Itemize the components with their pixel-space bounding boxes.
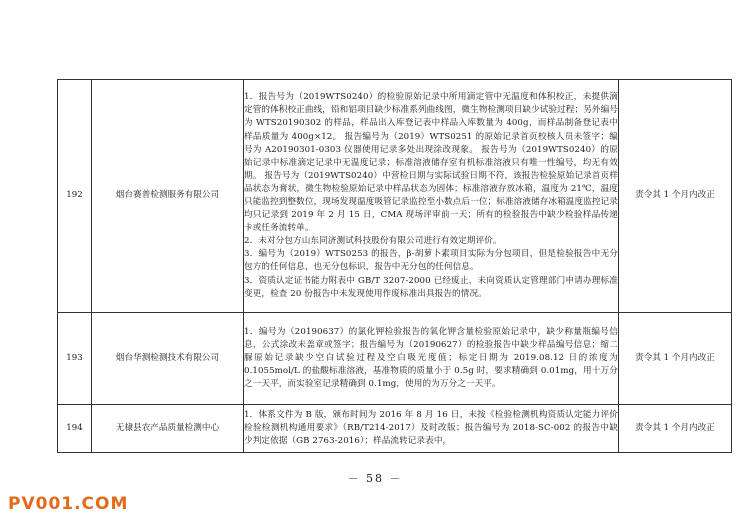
issue-item: 2．未对分包方山东同济测试科技股份有限公司进行有效定期评价。 (244, 236, 502, 247)
row-number: 194 (58, 405, 92, 453)
row-number: 193 (58, 313, 92, 405)
issue-cell (244, 80, 619, 313)
organization-name: 烟台赛普检测服务有限公司 (92, 80, 244, 313)
issue-item: 3．编号为（2019）WTS0253 的报告，β-胡萝卜素项目实际为分包项目，但是检验报告中无分包方的任何信息，也无分包标识，报告中无分包的任何信息。 (244, 249, 618, 273)
action-cell: 责令其 1 个月内改正 (619, 313, 732, 405)
issue-cell (244, 405, 619, 453)
issue-item: 3．资质认定证书能力附表中 GB/T 3207-2000 已经废止，未向资质认定管理部门申请办理标准变更，检查 20 份报告中未发现使用作废标准出具报告的情况。 (244, 275, 618, 299)
organization-name: 烟台华测检测技术有限公司 (92, 313, 244, 405)
issue-item: 1．报告号为（2019WTS0240）的检验原始记录中所用滴定管中无温度和体积校正，未提供滴定管的体积校正曲线，铅和铝项目缺少标准系列曲线图，微生物检测项目缺少试验过程；另外编号为 WTS20190302 的样品，样品出入库登记表中样品入库数量为 400g，而样品制备登记表中样品质量为 400g×12。 报告编号为（2019）WTS0251 的原始记录首页校核人员未签字；编号为 A20190301-0303 仪器使用记录多处出现涂改现象。 报告号为（2019WTS0240）的原始记录中标准滴定记录中无温度记录；标准溶液储存室有机标准溶液只有唯一性编号，均无有效期。 报告号为（2019WTS0240）中营检日期与实际试验日期不符，该报告检验原始记录首页样品状态为膏状，微生物检验原始记录中样品状态为固体；标准溶液存放冰箱，温度为 21℃，温度只能监控到整数位，现场发现温度吸管记录监控至小数点后一位；标准溶液储存冰箱温度监控记录均只记录到 2019 年 2 月 15 日，CMA 现场评审前一天；所有的检验报告中缺少检验样品传递卡或任务流转单。 (244, 92, 618, 234)
action-cell: 责令其 1 个月内改正 (619, 405, 732, 453)
issue-item: 1．体系文件为 B 版，颁布时间为 2016 年 8 月 16 日，未按《检验检测机构资质认定能力评价 检验检测机构通用要求》（RB/T214-2017）及时改版；报告编号为 2018-SC-002 的报告中缺少判定依据（GB 2763-2016）；样品流转记录表中， (244, 409, 618, 447)
issue-item: 1．编号为（20190637）的氯化钾检验报告的氧化钾含量检验原始记录中，缺少称量瓶编号信息，公式涂改未盖章或签字；报告编号为（20190627）的检验报告中缺少样品编号信息；缩二脲原始记录缺少空白试验过程及空白吸光度值；标定日期为 2019.08.12 日的浓度为 0.1055mol/L 的盐酸标准溶液，基准物质的质量小于 0.5g 时，要求精确到 0.01mg，用十万分之一天平，而实验室记录精确到 0.1mg，使用的为万分之一天平。 (244, 326, 618, 390)
site-watermark: PV001.COM (8, 494, 129, 514)
table-row (58, 405, 732, 453)
organization-name: 无棣县农产品质量检测中心 (92, 405, 244, 453)
action-cell: 责令其 1 个月内改正 (619, 80, 732, 313)
row-number: 192 (58, 80, 92, 313)
inspection-table (57, 79, 732, 453)
table-row (58, 80, 732, 313)
page-number: － 58 － (347, 472, 403, 485)
issue-cell (244, 313, 619, 405)
table-row (58, 313, 732, 405)
